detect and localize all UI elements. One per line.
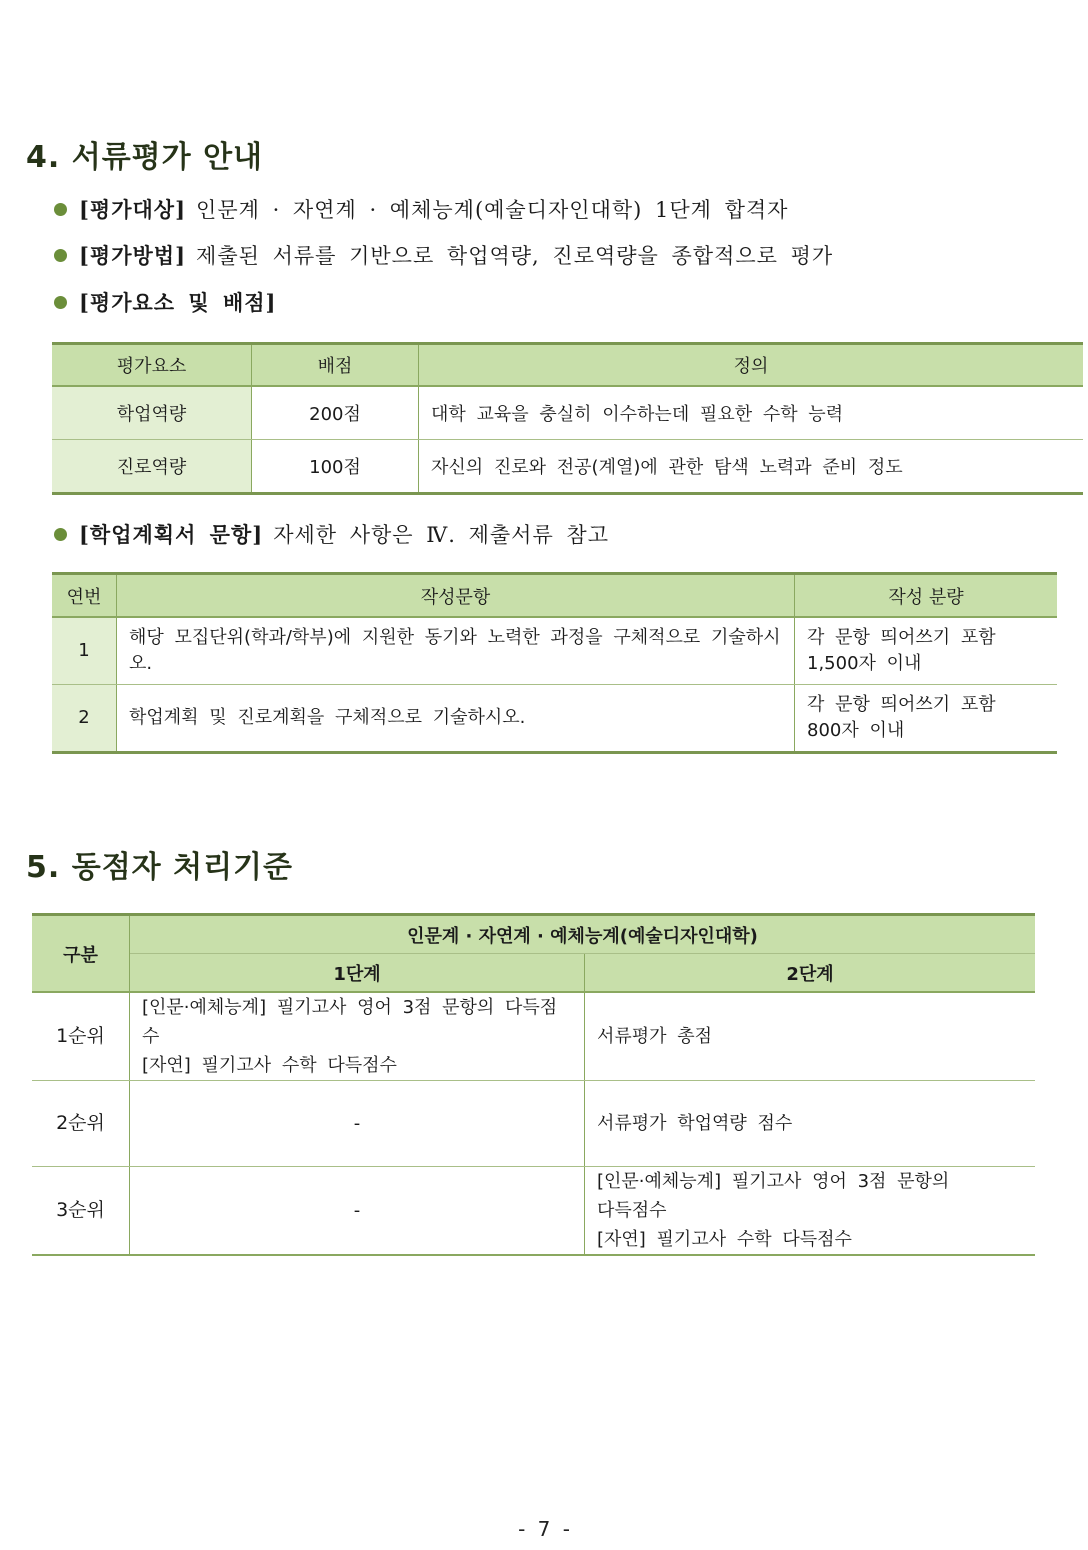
table-row [52,440,1083,494]
length-line1: 각 문항 띄어쓰기 포함 [807,694,996,715]
cell-stage2 [585,1081,1036,1167]
bullet-dot-icon [54,296,67,309]
cell-element: 진로역량 [52,440,252,494]
cell-stage2 [585,1167,1036,1256]
header-stage2: 2단계 [585,954,1036,993]
cell-rank: 2순위 [32,1081,130,1167]
cell-definition: 자신의 진로와 전공(계열)에 관한 탐색 노력과 준비 정도 [419,440,1084,494]
table-row [52,386,1083,440]
cell-score: 100점 [252,440,419,494]
header-no: 연번 [52,574,117,618]
score-table [52,342,1083,495]
cell-stage1 [130,992,585,1081]
stage2-line3: [자연] 필기고사 수학 다득점수 [597,1229,852,1250]
length-line2: 800자 이내 [807,720,905,741]
cell-score: 200점 [252,386,419,440]
bullet-key: [학업계획서 문항] [79,522,264,547]
bullet-key: [평가방법] [79,243,187,268]
bullet-dot-icon [54,203,67,216]
header-element: 평가요소 [52,344,252,387]
cell-element: 학업역량 [52,386,252,440]
stage2-line2: 다득점수 [597,1200,667,1221]
stage2-line1: 서류평가 총점 [597,1026,713,1047]
section4-title: 4. 서류평가 안내 [26,140,264,175]
stage2-line1: 서류평가 학업역량 점수 [597,1113,793,1134]
table-row [32,1081,1035,1167]
cell-no: 1 [52,617,117,685]
bullet-eval-method [54,240,833,270]
bullet-dot-icon [54,249,67,262]
table-row [52,617,1057,685]
cell-rank: 3순위 [32,1167,130,1256]
cell-length [795,617,1058,685]
stage1-line1: - [353,1113,361,1134]
table-row [52,685,1057,753]
section5-title: 5. 동점자 처리기준 [26,850,294,885]
stage2-line1: [인문·예체능계] 필기고사 영어 3점 문항의 [597,1171,950,1192]
tie-break-table [32,913,1035,1256]
cell-definition: 대학 교육을 충실히 이수하는데 필요한 수학 능력 [419,386,1084,440]
header-definition: 정의 [419,344,1084,387]
bullet-key: [평가대상] [79,197,187,222]
bullet-eval-target [54,194,788,224]
table-row [32,992,1035,1081]
stage1-line1: [인문·예체능계] 필기고사 영어 3점 문항의 다득점수 [142,997,558,1047]
header-score: 배점 [252,344,419,387]
bullet-key: [평가요소 및 배점] [79,290,277,315]
length-line1: 각 문항 띄어쓰기 포함 [807,627,996,648]
header-group: 인문계 · 자연계 · 예체능계(예술디자인대학) [130,915,1036,954]
header-length: 작성 분량 [795,574,1058,618]
bullet-dot-icon [54,528,67,541]
bullet-text: 인문계 · 자연계 · 예체능계(예술디자인대학) 1단계 합격자 [196,198,789,222]
header-stage1: 1단계 [130,954,585,993]
cell-rank: 1순위 [32,992,130,1081]
cell-question: 학업계획 및 진로계획을 구체적으로 기술하시오. [117,685,795,753]
bullet-eval-elements [54,287,287,317]
stage1-line1: - [353,1200,361,1221]
table-row [32,1167,1035,1256]
header-category: 구분 [32,915,130,993]
length-line2: 1,500자 이내 [807,653,922,674]
cell-stage1 [130,1167,585,1256]
bullet-text: 제출된 서류를 기반으로 학업역량, 진로역량을 종합적으로 평가 [196,244,834,268]
header-question: 작성문항 [117,574,795,618]
cell-stage1 [130,1081,585,1167]
cell-question: 해당 모집단위(학과/학부)에 지원한 동기와 노력한 과정을 구체적으로 기술하시오. [117,617,795,685]
cell-length [795,685,1058,753]
stage1-line2: [자연] 필기고사 수학 다득점수 [142,1055,397,1076]
bullet-text: 자세한 사항은 Ⅳ. 제출서류 참고 [273,523,609,547]
page-number: - 7 - [518,1517,570,1541]
cell-no: 2 [52,685,117,753]
question-table [52,572,1057,754]
cell-stage2 [585,992,1036,1081]
bullet-study-plan [54,519,609,549]
